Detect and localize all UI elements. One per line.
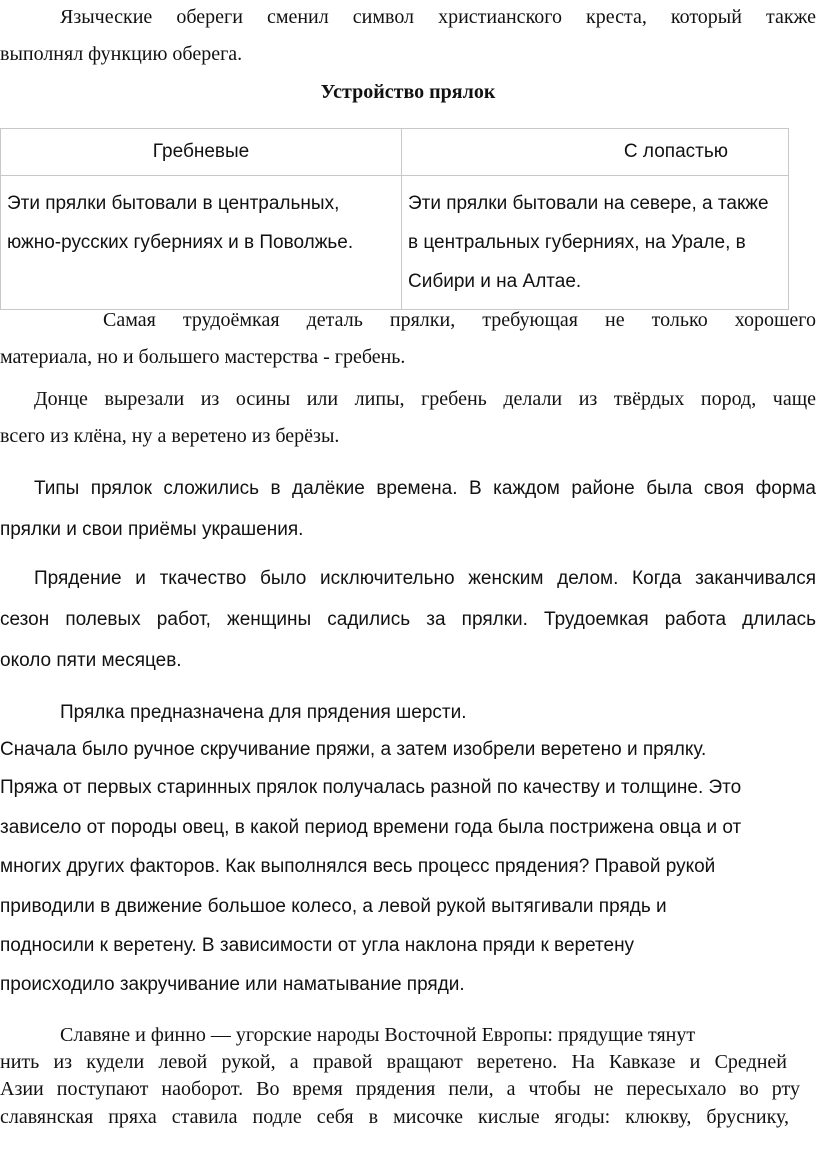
paragraph-4-line-1: Прядение и ткачество было исключительно женским делом. Когда заканчивался — [34, 568, 816, 589]
paragraph-5-line-3: Пряжа от первых старинных прялок получалась разной по качеству и толщине. Это — [0, 777, 742, 798]
section-heading: Устройство прялок — [320, 81, 496, 103]
paragraph-3-line-2: прялки и свои приёмы украшения. — [0, 519, 304, 540]
paragraph-5-line-4: зависело от породы овец, в какой период времени года была пострижена овца и от — [0, 817, 742, 838]
paragraph-4-line-3: около пяти месяцев. — [0, 650, 182, 671]
intro-line-1: Языческие обереги сменил символ христианского креста, который также — [60, 6, 816, 28]
paragraph-5-line-1: Прялка предназначена для прядения шерсти. — [60, 702, 467, 723]
paragraph-6-line-3: Азии поступают наоборот. Во время прядения пели, а чтобы не пересыхало во рту — [0, 1078, 800, 1100]
paragraph-2-line-2: всего из клёна, ну а веретено из берёзы. — [0, 425, 340, 447]
table-header-blade: С лопастью — [402, 129, 789, 176]
paragraph-2-line-1: Донце вырезали из осины или липы, гребень делали из твёрдых пород, чаще — [34, 388, 816, 410]
paragraph-1-line-1: Самая трудоёмкая деталь прялки, требующая не только хорошего — [103, 309, 816, 331]
paragraph-6-line-2: нить из кудели левой рукой, а правой вращают веретено. На Кавказе и Средней — [0, 1051, 787, 1073]
paragraph-5-line-5: многих других факторов. Как выполнялся весь процесс прядения? Правой рукой — [0, 856, 716, 877]
spinning-wheel-types-table — [0, 128, 789, 310]
intro-line-2: выполнял функцию оберега. — [0, 43, 243, 65]
paragraph-4-line-2: сезон полевых работ, женщины садились за прялки. Трудоемкая работа длилась — [0, 609, 816, 630]
table-cell-comb-description: Эти прялки бытовали в центральных, южно-русских губерниях и в Поволжье. — [1, 176, 402, 310]
paragraph-6-line-1: Славяне и финно — угорские народы Восточной Европы: прядущие тянут — [60, 1024, 696, 1046]
paragraph-5-line-2: Сначала было ручное скручивание пряжи, а затем изобрели веретено и прялку. — [0, 739, 707, 760]
paragraph-5-line-8: происходило закручивание или наматывание пряди. — [0, 974, 465, 995]
paragraph-3-line-1: Типы прялок сложились в далёкие времена. В каждом районе была своя форма — [34, 478, 816, 499]
table-header-comb: Гребневые — [1, 129, 402, 176]
table-row — [1, 176, 789, 310]
table-cell-blade-description: Эти прялки бытовали на севере, а также в центральных губерниях, на Урале, в Сибири и на Алтае. — [402, 176, 789, 310]
paragraph-5-line-6: приводили в движение большое колесо, а левой рукой вытягивали прядь и — [0, 896, 667, 917]
paragraph-5-line-7: подносили к веретену. В зависимости от угла наклона пряди к веретену — [0, 935, 635, 956]
paragraph-1-line-2: материала, но и большего мастерства - гребень. — [0, 346, 406, 368]
paragraph-6-line-4: славянская пряха ставила подле себя в мисочке кислые ягоды: клюкву, бруснику, — [0, 1106, 789, 1128]
